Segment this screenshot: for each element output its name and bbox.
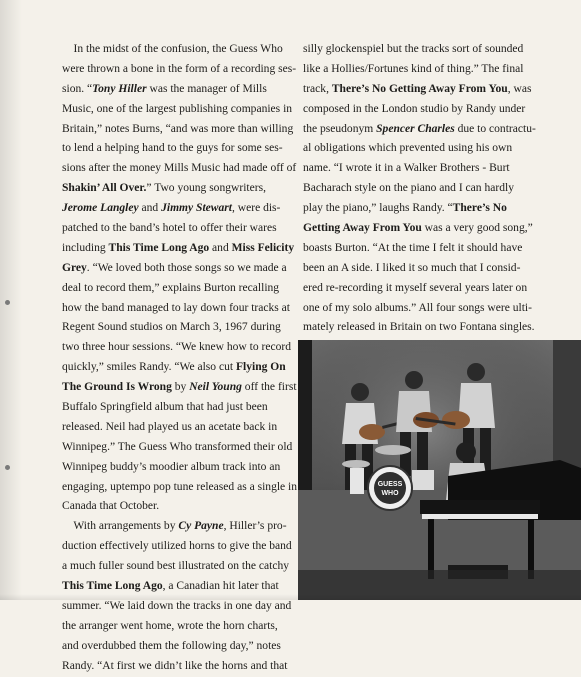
text-line xyxy=(62,60,302,80)
text-run: Randy. “At first we didn’t like the horns and that xyxy=(62,659,288,672)
emphasized-text: Flying On xyxy=(235,361,286,374)
text-line xyxy=(62,458,302,478)
text-run: been an A side. I liked it so much that I consid- xyxy=(303,261,521,274)
text-run: composed in the London studio by Randy under xyxy=(303,102,526,115)
text-run: name. “I wrote it in a Walker Brothers - Burt xyxy=(303,162,510,175)
text-run: one of my solo albums.” All four songs were ulti- xyxy=(303,301,532,314)
text-line xyxy=(62,517,302,537)
text-line xyxy=(62,159,302,179)
text-line xyxy=(62,318,302,338)
text-run: , Hiller’s pro- xyxy=(223,520,287,533)
text-line xyxy=(303,318,541,338)
text-line xyxy=(303,100,541,120)
text-run: , were dis- xyxy=(231,202,281,215)
text-line xyxy=(62,199,302,219)
text-line xyxy=(303,120,541,140)
text-line xyxy=(62,40,302,60)
margin-mark xyxy=(5,465,10,470)
text-run: to lend a helping hand to the guys for some ses- xyxy=(62,142,283,155)
emphasized-text: Cy Payne xyxy=(178,520,224,533)
text-run: duction effectively utilized horns to give the band xyxy=(62,540,292,553)
text-line xyxy=(303,60,541,80)
text-run: and xyxy=(138,202,162,215)
text-line xyxy=(62,657,302,677)
text-run: ” Two young songwriters, xyxy=(146,182,266,195)
emphasized-text: This Time Long Ago xyxy=(108,241,210,254)
text-run: were thrown a bone in the form of a recording ses- xyxy=(62,62,297,75)
emphasized-text: This Time Long Ago xyxy=(62,580,163,593)
band-photo xyxy=(298,340,581,600)
text-run: engaging, uptempo pop tune released as a single in xyxy=(62,480,298,493)
text-run: deal to record them,” explains Burton recalling xyxy=(62,281,280,294)
text-run: sions after the money Mills Music had made off of xyxy=(62,162,297,175)
text-line xyxy=(303,179,541,199)
emphasized-text: Tony Hiller xyxy=(92,82,147,95)
left-text-column xyxy=(62,40,302,677)
text-run: including xyxy=(62,241,109,254)
band-photo-illustration xyxy=(298,340,581,600)
text-run: ered re-recording it myself several years later on xyxy=(303,281,528,294)
text-run: al obligations which prevented using his own xyxy=(303,142,513,155)
text-run: patched to the band’s hotel to offer their wares xyxy=(62,222,277,235)
text-line xyxy=(62,299,302,319)
text-line xyxy=(62,398,302,418)
page-bottom-shadow xyxy=(0,594,581,600)
text-run: track, xyxy=(303,82,332,95)
text-line xyxy=(303,299,541,319)
text-line xyxy=(62,80,302,100)
text-line xyxy=(303,219,541,239)
text-run: released. Neil had played us an acetate back in xyxy=(62,420,278,433)
emphasized-text: Jerome Langley xyxy=(62,202,139,215)
page-fold-shadow xyxy=(0,0,22,600)
text-run: Buffalo Springfield album that had just been xyxy=(62,401,268,414)
text-run: due to contractu- xyxy=(454,122,536,135)
text-line xyxy=(303,259,541,279)
text-run: Canada that October. xyxy=(62,500,160,513)
text-run: play the piano,” laughs Randy. “ xyxy=(303,202,453,215)
text-run: Music, one of the largest publishing companies in xyxy=(62,102,293,115)
text-run: two three hour sessions. “We knew how to record xyxy=(62,341,291,354)
text-run: the arranger went home, wrote the horn charts, xyxy=(62,619,278,632)
emphasized-text: Grey xyxy=(62,261,87,274)
text-line xyxy=(62,557,302,577)
text-run: silly glockenspiel but the tracks sort of sounded xyxy=(303,43,524,55)
text-line xyxy=(62,120,302,140)
margin-mark xyxy=(5,300,10,305)
text-line xyxy=(303,199,541,219)
text-line xyxy=(62,139,302,159)
text-line xyxy=(62,617,302,637)
text-line xyxy=(62,239,302,259)
text-run: . “We loved both those songs so we made a xyxy=(86,261,287,274)
drum-logo-line1: GUESS xyxy=(377,481,403,488)
text-run: was a very good song,” xyxy=(421,222,533,235)
emphasized-text: Getting Away From You xyxy=(303,222,422,235)
text-run: With arrangements by xyxy=(62,520,179,533)
text-run: the pseudonym xyxy=(303,122,377,135)
emphasized-text: Neil Young xyxy=(189,381,242,394)
text-line xyxy=(62,100,302,120)
text-run: like a Hollies/Fortunes kind of thing.” The final xyxy=(303,62,524,75)
text-line xyxy=(303,279,541,299)
text-run: mately released in Britain on two Fontana singles. xyxy=(303,321,535,334)
text-line xyxy=(303,239,541,259)
text-line xyxy=(62,378,302,398)
text-line xyxy=(62,179,302,199)
emphasized-text: The Ground Is Wrong xyxy=(62,381,172,394)
text-run: summer. “We laid down the tracks in one day and xyxy=(62,599,292,612)
text-line xyxy=(303,80,541,100)
text-line xyxy=(303,40,541,60)
text-run: off the first xyxy=(241,381,297,394)
emphasized-text: Miss Felicity xyxy=(231,241,295,254)
text-run: In the midst of the confusion, the Guess Who xyxy=(62,43,283,55)
text-run: was the manager of Mills xyxy=(146,82,267,95)
text-run: boasts Burton. “At the time I felt it should have xyxy=(303,241,523,254)
emphasized-text: There’s No Getting Away From You xyxy=(331,82,508,95)
text-run: Winnipeg buddy’s moodier album track into an xyxy=(62,460,281,473)
text-line xyxy=(62,279,302,299)
emphasized-text: There’s No xyxy=(452,202,507,215)
text-line xyxy=(303,139,541,159)
text-line xyxy=(62,259,302,279)
text-line xyxy=(62,418,302,438)
emphasized-text: Shakin’ All Over. xyxy=(62,182,147,195)
text-line xyxy=(62,637,302,657)
text-line xyxy=(62,338,302,358)
text-run: a much fuller sound best illustrated on the catchy xyxy=(62,560,290,573)
text-run: Britain,” notes Burns, “and was more than willing xyxy=(62,122,294,135)
emphasized-text: Jimmy Stewart xyxy=(161,202,232,215)
text-run: Regent Sound studios on March 3, 1967 during xyxy=(62,321,281,334)
text-run: , was xyxy=(507,82,532,95)
text-run: Bacharach style on the piano and I can hardly xyxy=(303,182,514,195)
text-run: how the band managed to lay down four tracks at xyxy=(62,301,290,314)
text-line xyxy=(62,438,302,458)
text-run: Winnipeg.” The Guess Who transformed their old xyxy=(62,440,293,453)
text-line xyxy=(62,497,302,517)
drum-logo-line2: WHO xyxy=(381,490,399,497)
text-line xyxy=(62,537,302,557)
text-run: and xyxy=(209,241,232,254)
text-line xyxy=(62,358,302,378)
text-run: sion. “ xyxy=(62,82,93,95)
text-run: quickly,” smiles Randy. “We also cut xyxy=(62,361,236,374)
text-line xyxy=(62,478,302,498)
text-line xyxy=(303,159,541,179)
text-line xyxy=(62,219,302,239)
emphasized-text: Spencer Charles xyxy=(376,122,455,135)
text-run: and overdubbed them the following day,” notes xyxy=(62,639,281,652)
text-run: by xyxy=(171,381,190,394)
text-run: , a Canadian hit later that xyxy=(162,580,279,593)
